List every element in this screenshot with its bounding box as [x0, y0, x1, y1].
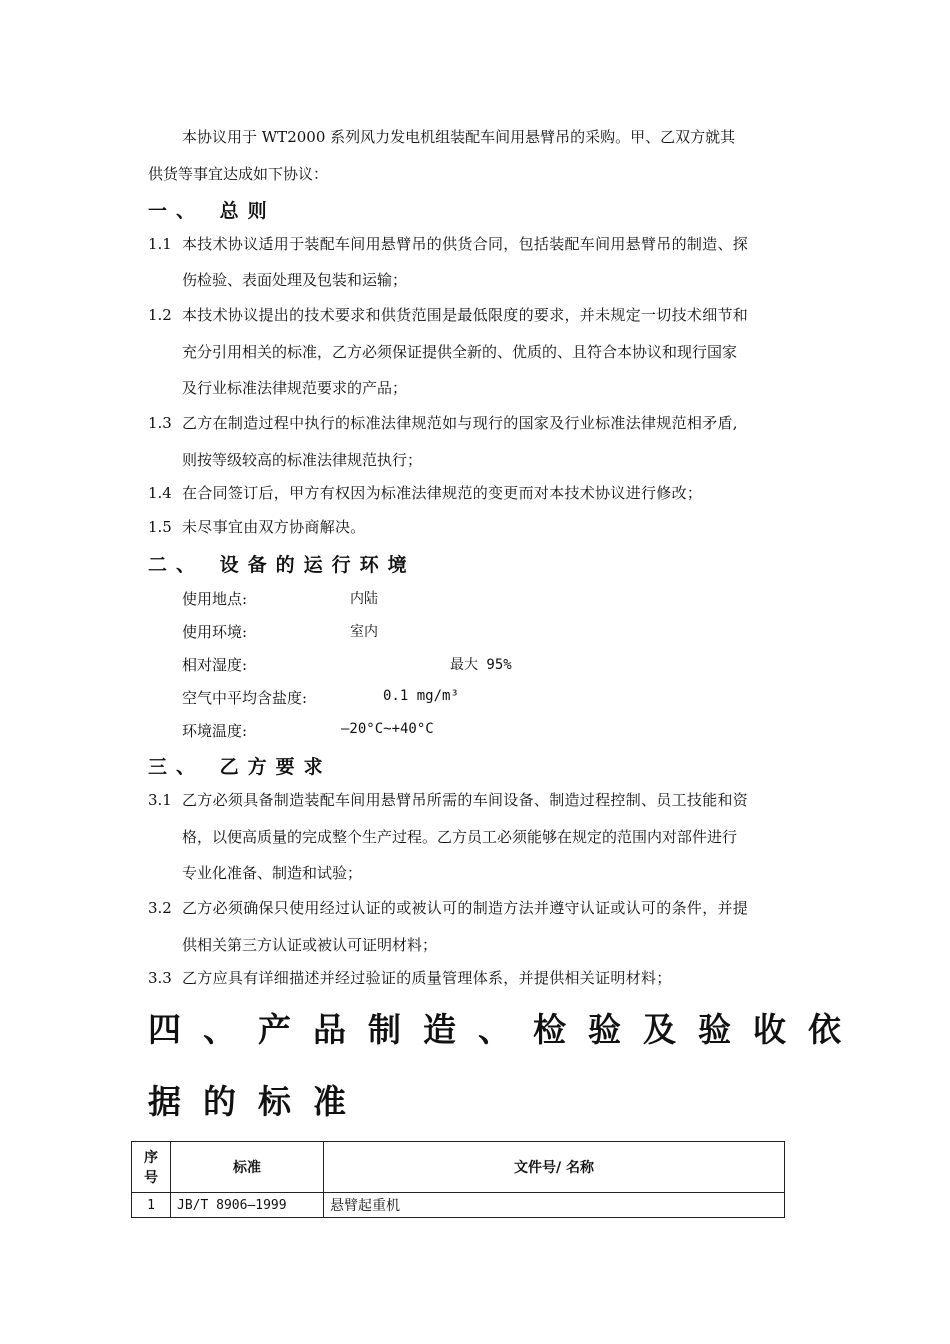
section-3-heading: 三、 乙方要求 — [148, 756, 332, 778]
clause-number: 3.2 — [148, 899, 172, 917]
clause-1-2-cont-1: 充分引用相关的标准，乙方必须保证提供全新的、优质的、且符合本协议和现行国家 — [182, 343, 738, 361]
clause-1-2 — [148, 304, 748, 326]
env-location-label: 使用地点: — [182, 590, 248, 608]
clause-text: 乙方在制造过程中执行的标准法律规范如与现行的国家及行业标准法律规范相矛盾, — [182, 414, 738, 432]
clause-number: 1.5 — [148, 518, 172, 536]
env-temperature-label: 环境温度: — [182, 722, 248, 740]
clause-text: 乙方必须确保只使用经过认证的或被认可的制造方法并遵守认证或认可的条件，并提 — [182, 899, 749, 917]
cell-standard: JB/T 8906—1999 — [171, 1193, 324, 1218]
env-setting-value: 室内 — [350, 624, 378, 640]
standards-table — [131, 1141, 785, 1218]
intro-line-1: 本协议用于 WT2000 系列风力发电机组装配车间用悬臂吊的采购。甲、乙双方就其 — [182, 128, 736, 146]
header-doc-name: 文件号/ 名称 — [324, 1142, 785, 1193]
table-row — [132, 1193, 785, 1218]
clause-3-2-cont: 供相关第三方认证或被认可证明材料； — [182, 936, 438, 954]
section-1-heading: 一、 总则 — [148, 200, 276, 222]
section-4-heading-line-1: 四、产品制造、检验及验收依 — [148, 1010, 863, 1049]
clause-1-4 — [148, 482, 702, 504]
clause-3-3 — [148, 967, 672, 989]
clause-3-1-cont-2: 专业化准备、制造和试验； — [182, 864, 363, 882]
table-header-row — [132, 1142, 785, 1193]
clause-number: 1.1 — [148, 235, 172, 253]
clause-number: 3.1 — [148, 791, 172, 809]
clause-3-2 — [148, 897, 748, 919]
clause-1-2-cont-2: 及行业标准法律规范要求的产品； — [182, 379, 408, 397]
clause-3-1-cont-1: 格，以便高质量的完成整个生产过程。乙方员工必须能够在规定的范围内对部件进行 — [182, 828, 738, 846]
clause-number: 3.3 — [148, 969, 172, 987]
env-location-value: 内陆 — [350, 591, 378, 607]
section-4-heading-line-2: 据的标准 — [148, 1082, 368, 1121]
clause-1-3 — [148, 412, 738, 434]
clause-text: 未尽事宜由双方协商解决。 — [182, 518, 366, 536]
env-humidity-value: 最大 95% — [450, 657, 512, 673]
env-salt-value: 0.1 mg/m³ — [383, 688, 459, 704]
clause-1-1 — [148, 233, 748, 255]
clause-1-5 — [148, 516, 366, 538]
clause-text: 乙方必须具备制造装配车间用悬臂吊所需的车间设备、制造过程控制、员工技能和资 — [182, 791, 749, 809]
cell-seq: 1 — [132, 1193, 171, 1218]
clause-text: 在合同签订后，甲方有权因为标准法律规范的变更而对本技术协议进行修改； — [182, 484, 703, 502]
clause-text: 乙方应具有详细描述并经过验证的质量管理体系，并提供相关证明材料； — [182, 969, 672, 987]
clause-1-3-cont: 则按等级较高的标准法律规范执行； — [182, 451, 423, 469]
clause-number: 1.4 — [148, 484, 172, 502]
clause-1-1-cont: 伤检验、表面处理及包装和运输； — [182, 271, 408, 289]
header-standard: 标准 — [171, 1142, 324, 1193]
cell-doc-name: 悬臂起重机 — [324, 1193, 785, 1218]
clause-number: 1.2 — [148, 306, 172, 324]
clause-text: 本技术协议适用于装配车间用悬臂吊的供货合同，包括装配车间用悬臂吊的制造、探 — [182, 235, 749, 253]
env-setting-label: 使用环境: — [182, 623, 248, 641]
header-seq: 序号 — [132, 1142, 171, 1193]
clause-text: 本技术协议提出的技术要求和供货范围是最低限度的要求，并未规定一切技术细节和 — [182, 306, 749, 324]
clause-3-1 — [148, 789, 748, 811]
env-humidity-label: 相对湿度: — [182, 656, 248, 674]
clause-number: 1.3 — [148, 414, 172, 432]
section-2-heading: 二、 设备的运行环境 — [148, 554, 416, 576]
env-temperature-value: —20°C~+40°C — [341, 721, 434, 737]
intro-line-2: 供货等事宜达成如下协议： — [148, 165, 329, 183]
env-salt-label: 空气中平均含盐度: — [182, 689, 308, 707]
